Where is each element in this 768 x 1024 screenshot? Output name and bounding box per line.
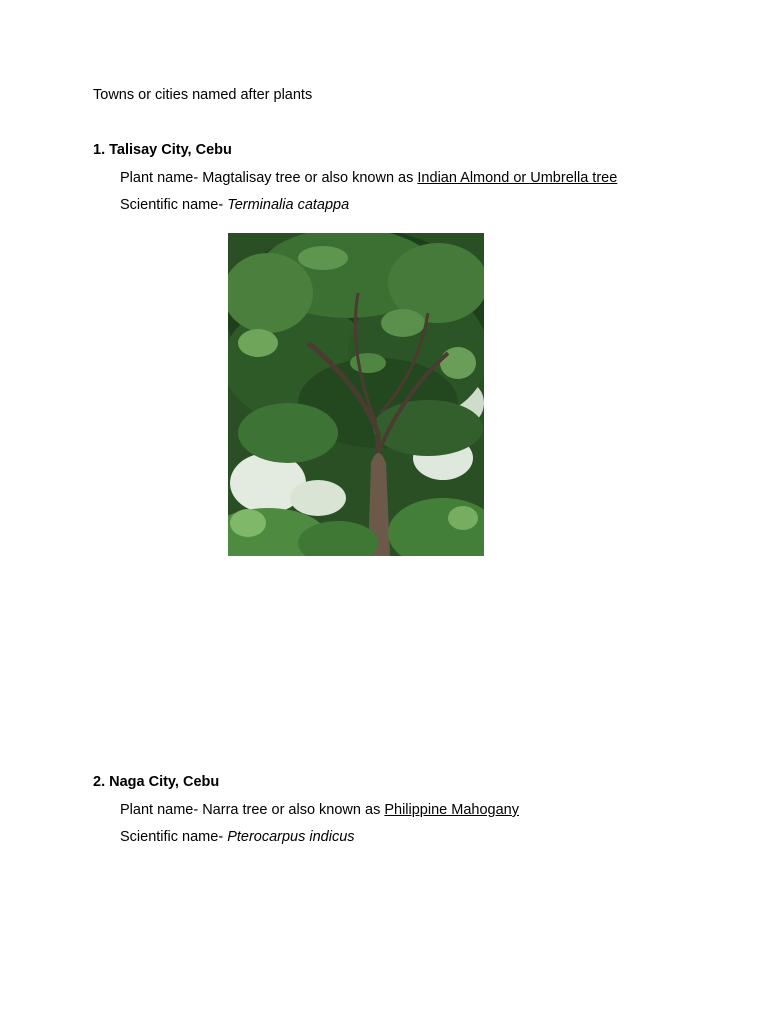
tree-photo — [228, 233, 484, 556]
page-title: Towns or cities named after plants — [93, 87, 313, 103]
scientific-name-line — [120, 197, 349, 213]
plant-name-line — [120, 802, 519, 818]
section-heading-naga: 2. Naga City, Cebu — [93, 774, 220, 790]
plant-alt-name-link[interactable]: Indian Almond or Umbrella tree — [417, 170, 618, 186]
plant-name-label: Plant name- Narra tree or also known as — [120, 802, 385, 818]
plant-name-label: Plant name- Magtalisay tree or also known as — [120, 170, 418, 186]
scientific-name-line — [120, 829, 355, 845]
scientific-name-label: Scientific name- — [120, 197, 228, 213]
scientific-name-label: Scientific name- — [120, 829, 228, 845]
scientific-name-value: Terminalia catappa — [227, 197, 350, 213]
scientific-name-value: Pterocarpus indicus — [227, 829, 355, 845]
section-heading-talisay: 1. Talisay City, Cebu — [93, 142, 232, 158]
plant-alt-name-link[interactable]: Philippine Mahogany — [384, 802, 519, 818]
tree-illustration — [228, 233, 484, 556]
plant-name-line — [120, 170, 617, 186]
